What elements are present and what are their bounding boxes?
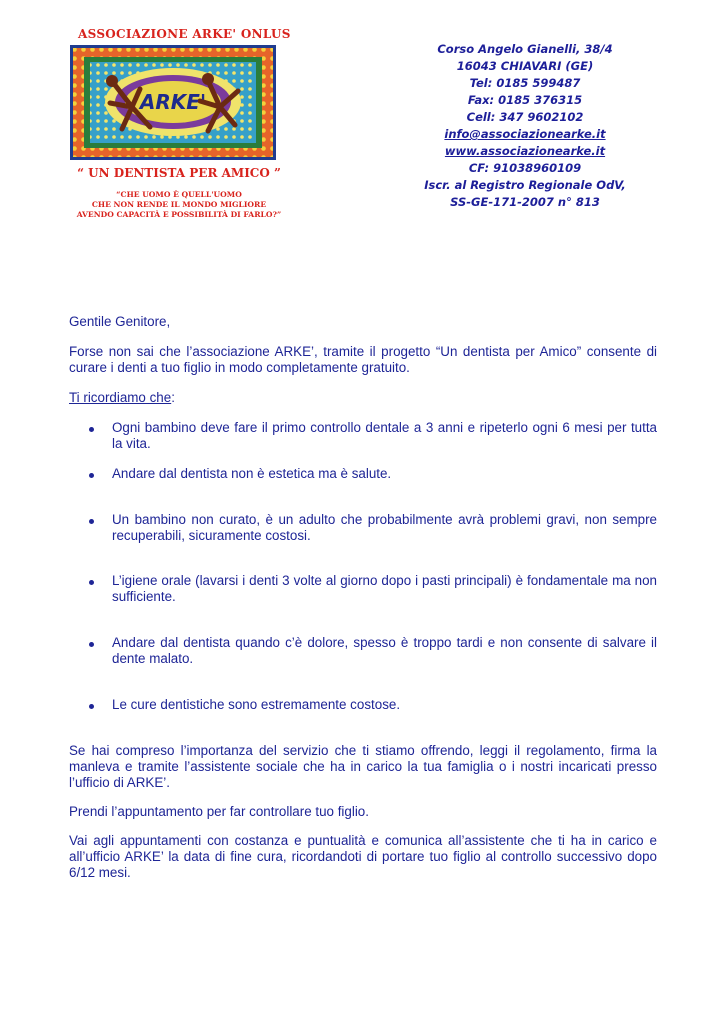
cell-line: Cell: 347 9602102 bbox=[466, 110, 584, 124]
reminder-heading bbox=[69, 390, 657, 406]
contact-block bbox=[400, 41, 650, 211]
intro-paragraph: Forse non sai che l’associazione ARKE’, tramite il progetto “Un dentista per Amico” consente di curare i denti a tuo figlio in modo completamente gratuito. bbox=[69, 344, 657, 375]
motto bbox=[72, 190, 286, 220]
logo-text: ARKE' bbox=[139, 90, 207, 114]
followup-paragraph: Vai agli appuntamenti con costanza e puntualità e comunica all’assistente che ti ha in carico e all’ufficio ARKE’ la data di fine cura, ricordandoti di portare tuo figlio al controllo successivo dopo 6/12 mesi. bbox=[69, 833, 657, 880]
project-title: “ UN DENTISTA PER AMICO ” bbox=[77, 166, 281, 180]
reminder-list bbox=[69, 420, 657, 713]
bullet-icon bbox=[89, 519, 94, 524]
bullet-icon bbox=[89, 704, 94, 709]
website-link[interactable]: www.associazionearke.it bbox=[444, 144, 606, 158]
address-line: Corso Angelo Gianelli, 38/4 bbox=[437, 42, 613, 56]
list-item-text: Un bambino non curato, è un adulto che probabilmente avrà problemi gravi, non sempre recuperabili, sicuramente costosi. bbox=[112, 512, 657, 543]
instructions-paragraph: Se hai compreso l’importanza del servizio che ti stiamo offrendo, leggi il regolamento, firma la manleva e tramite l’assistente sociale che ha in carico la tua famiglia o i nostri incaricati presso l’ufficio di ARKE’. bbox=[69, 743, 657, 790]
greeting: Gentile Genitore, bbox=[69, 314, 171, 329]
email-link[interactable]: info@associazionearke.it bbox=[444, 127, 606, 141]
list-item bbox=[69, 635, 657, 667]
list-item bbox=[69, 573, 657, 605]
list-item-text: Andare dal dentista quando c’è dolore, spesso è troppo tardi e non consente di salvare il dente malato. bbox=[112, 635, 657, 666]
list-item-text: L’igiene orale (lavarsi i denti 3 volte al giorno dopo i pasti principali) è fondamentale ma non sufficiente. bbox=[112, 573, 657, 604]
registry-number-line: SS-GE-171-2007 n° 813 bbox=[450, 195, 600, 209]
bullet-icon bbox=[89, 580, 94, 585]
registry-line: Iscr. al Registro Regionale OdV, bbox=[424, 178, 626, 192]
reminder-heading-text: Ti ricordiamo che bbox=[69, 390, 172, 405]
tax-code-line: CF: 91038960109 bbox=[468, 161, 582, 175]
list-item-text: Ogni bambino deve fare il primo controllo dentale a 3 anni e ripeterlo ogni 6 mesi per tutta la vita. bbox=[112, 420, 657, 451]
fax-line: Fax: 0185 376315 bbox=[467, 93, 583, 107]
list-item bbox=[69, 512, 657, 544]
list-item-text: Andare dal dentista non è estetica ma è salute. bbox=[112, 466, 392, 481]
reminder-heading-colon: : bbox=[171, 390, 175, 405]
motto-line: CHE NON RENDE IL MONDO MIGLIORE bbox=[91, 200, 267, 209]
phone-line: Tel: 0185 599487 bbox=[469, 76, 581, 90]
bullet-icon bbox=[89, 427, 94, 432]
organization-name: ASSOCIAZIONE ARKE' ONLUS bbox=[78, 27, 291, 41]
list-item bbox=[69, 697, 657, 713]
list-item-text: Le cure dentistiche sono estremamente costose. bbox=[112, 697, 401, 712]
bullet-icon bbox=[89, 642, 94, 647]
appointment-paragraph: Prendi l’appuntamento per far controllare tuo figlio. bbox=[69, 804, 369, 819]
motto-line: “CHE UOMO È QUELL'UOMO bbox=[116, 190, 242, 199]
list-item bbox=[69, 420, 657, 452]
arke-logo bbox=[70, 45, 276, 160]
letter-body bbox=[69, 314, 657, 881]
list-item bbox=[69, 466, 657, 482]
motto-line: AVENDO CAPACITÀ E POSSIBILITÀ DI FARLO?” bbox=[76, 210, 282, 219]
city-line: 16043 CHIAVARI (GE) bbox=[456, 59, 594, 73]
bullet-icon bbox=[89, 473, 94, 478]
